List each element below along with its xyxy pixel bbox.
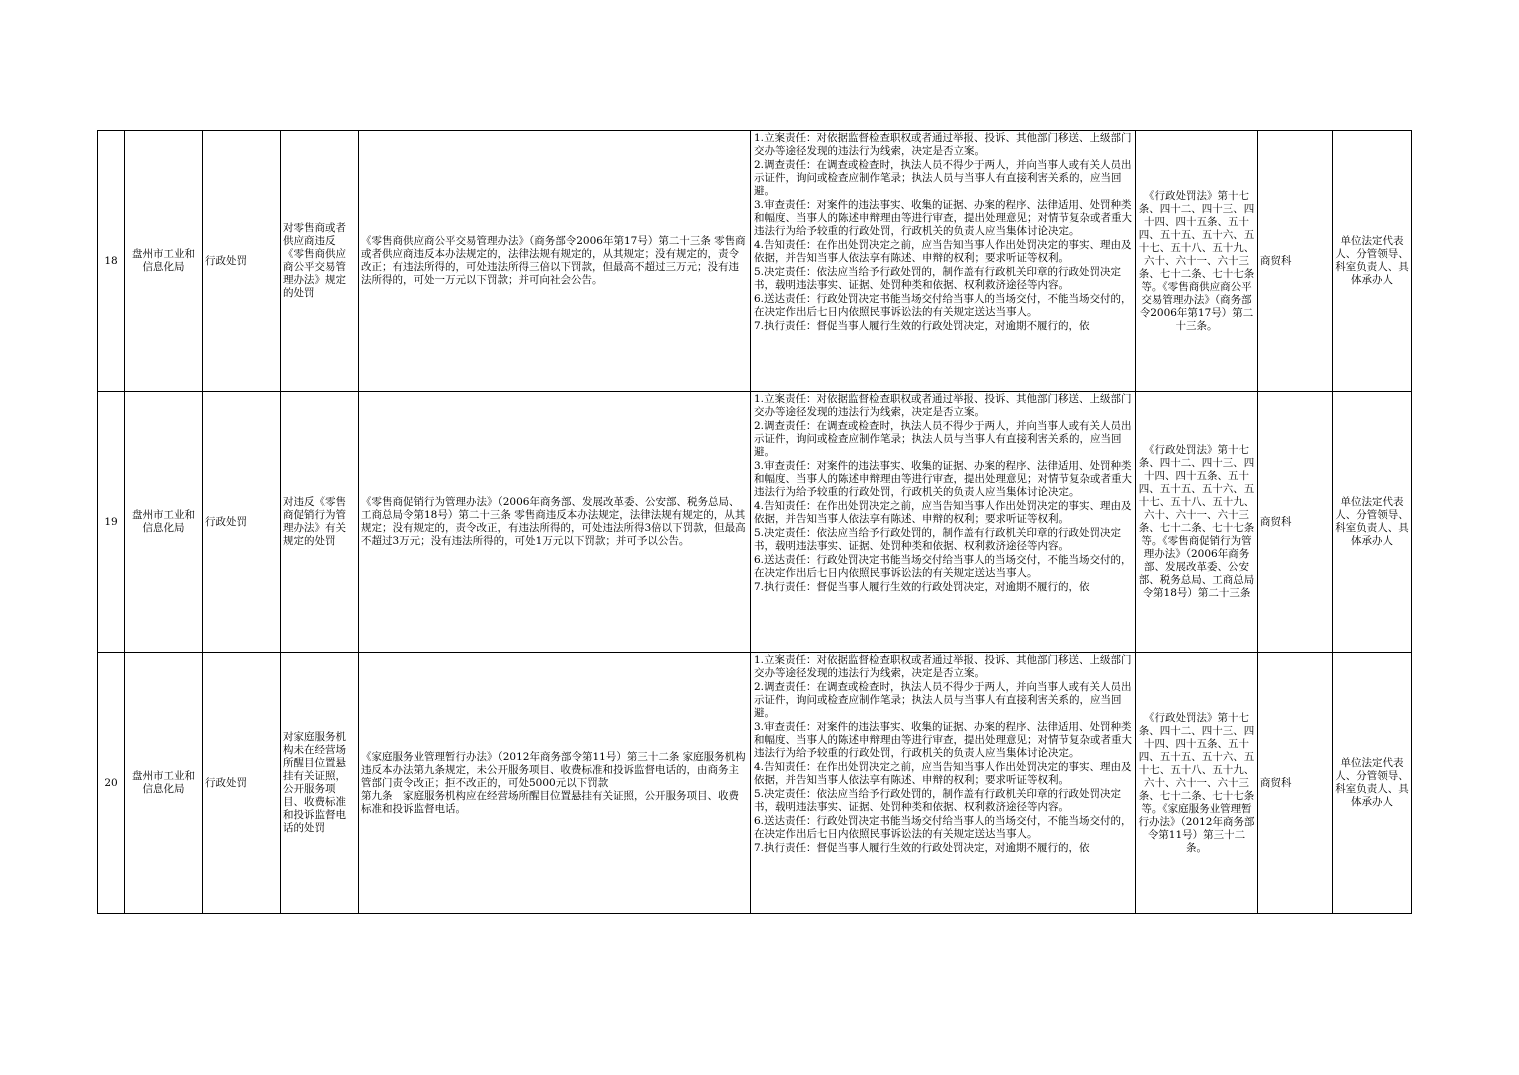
duty-basis-cell: 《行政处罚法》第十七条、四十二、四十三、四十四、四十五条、五十四、五十五、五十六、五十七、五十八、五十九、六十、六十一、六十三条、七十二条、七十七条等。《零售商促销行为管理办法》（2006年商务部、发展改革委、公安部、税务总局、工商总局令第18号）第二十三条 [1136, 392, 1258, 653]
duty-item: 2.调查责任：在调查或检查时，执法人员不得少于两人，并向当事人或有关人员出示证件，询问或检查应制作笔录；执法人员与当事人有直接利害关系的，应当回避。 [754, 681, 1132, 719]
duty-basis-cell: 《行政处罚法》第十七条、四十二、四十三、四十四、四十五条、五十四、五十五、五十六、五十七、五十八、五十九、六十、六十一、六十三条、七十二条、七十七条等。《家庭服务业管理暂行办法》（2012年商务部令第11号）第三十二条。 [1136, 653, 1258, 914]
duty-cell [751, 392, 1136, 653]
duty-item: 5.决定责任：依法应当给予行政处罚的，制作盖有行政机关印章的行政处罚决定书，载明违法事实、证据、处罚种类和依据、权利救济途径等内容。 [754, 527, 1122, 552]
department-cell: 盘州市工业和信息化局 [125, 131, 203, 392]
duty-item: 2.调查责任：在调查或检查时，执法人员不得少于两人，并向当事人或有关人员出示证件，询问或检查应制作笔录；执法人员与当事人有直接利害关系的，应当回避。 [754, 159, 1132, 197]
duty-item: 2.调查责任：在调查或检查时，执法人员不得少于两人，并向当事人或有关人员出示证件，询问或检查应制作笔录；执法人员与当事人有直接利害关系的，应当回避。 [754, 420, 1132, 458]
duty-item: 1.立案责任：对依据监督检查职权或者通过举报、投诉、其他部门移送、上级部门交办等途径发现的违法行为线索，决定是否立案。 [754, 393, 1132, 418]
duty-basis-cell: 《行政处罚法》第十七条、四十二、四十三、四十四、四十五条、五十四、五十五、五十六、五十七、五十八、五十九、六十、六十一、六十三条、七十二条、七十七条等。《零售商供应商公平交易管理办法》（商务部令2006年第17号）第二十三条。 [1136, 131, 1258, 392]
duty-item: 1.立案责任：对依据监督检查职权或者通过举报、投诉、其他部门移送、上级部门交办等途径发现的违法行为线索，决定是否立案。 [754, 654, 1132, 679]
legal-basis-cell: 《家庭服务业管理暂行办法》（2012年商务部令第11号）第三十二条 家庭服务机构违反本办法第九条规定，未公开服务项目、收费标准和投诉监督电话的，由商务主管部门责令改正；拒不改正的，可处5000元以下罚款 第九条 家庭服务机构应在经营场所醒目位置悬挂有关证照，公开服务项目、收费标准和投诉监督电话。 [359, 653, 751, 914]
office-cell: 商贸科 [1258, 392, 1333, 653]
legal-basis-cell: 《零售商促销行为管理办法》（2006年商务部、发展改革委、公安部、税务总局、工商总局令第18号）第二十三条 零售商违反本办法规定，法律法规有规定的，从其规定；没有规定的，责令改正，有违法所得的，可处违法所得3倍以下罚款，但最高不超过3万元；没有违法所得的，可处1万元以下罚款；并可予以公告。 [359, 392, 751, 653]
row-number: 20 [98, 653, 125, 914]
duty-item: 7.执行责任：督促当事人履行生效的行政处罚决定，对逾期不履行的，依 [754, 581, 1090, 593]
table-row [98, 392, 1412, 653]
legal-basis-cell: 《零售商供应商公平交易管理办法》（商务部令2006年第17号）第二十三条 零售商或者供应商违反本办法规定的，法律法规有规定的，从其规定；没有规定的，责令改正；有违法所得的，可处违法所得三倍以下罚款，但最高不超过三万元；没有违法所得的，可处一万元以下罚款；并可向社会公告。 [359, 131, 751, 392]
responsible-party-cell: 单位法定代表人、分管领导、科室负责人、具体承办人 [1333, 653, 1412, 914]
table-row [98, 653, 1412, 914]
office-cell: 商贸科 [1258, 653, 1333, 914]
duty-item: 7.执行责任：督促当事人履行生效的行政处罚决定，对逾期不履行的，依 [754, 320, 1090, 332]
duty-item: 3.审查责任：对案件的违法事实、收集的证据、办案的程序、法律适用、处罚种类和幅度、当事人的陈述申辩理由等进行审查，提出处理意见；对情节复杂或者重大违法行为给予较重的行政处罚，行政机关的负责人应当集体讨论决定。 [754, 721, 1132, 759]
table-row [98, 131, 1412, 392]
duty-item: 4.告知责任：在作出处罚决定之前，应当告知当事人作出处罚决定的事实、理由及依据，并告知当事人依法享有陈述、申辩的权利；要求听证等权利。 [754, 500, 1132, 525]
duty-cell [751, 131, 1136, 392]
responsibility-table [97, 130, 1412, 914]
duty-cell [751, 653, 1136, 914]
responsible-party-cell: 单位法定代表人、分管领导、科室负责人、具体承办人 [1333, 392, 1412, 653]
power-item-cell: 对违反《零售商促销行为管理办法》有关规定的处罚 [281, 392, 359, 653]
duty-item: 6.送达责任：行政处罚决定书能当场交付给当事人的当场交付，不能当场交付的，在决定作出后七日内依照民事诉讼法的有关规定送达当事人。 [754, 815, 1132, 840]
duty-item: 7.执行责任：督促当事人履行生效的行政处罚决定，对逾期不履行的，依 [754, 842, 1090, 854]
power-item-cell: 对零售商或者供应商违反《零售商供应商公平交易管理办法》规定的处罚 [281, 131, 359, 392]
duty-item: 1.立案责任：对依据监督检查职权或者通过举报、投诉、其他部门移送、上级部门交办等途径发现的违法行为线索，决定是否立案。 [754, 132, 1132, 157]
duty-item: 6.送达责任：行政处罚决定书能当场交付给当事人的当场交付，不能当场交付的，在决定作出后七日内依照民事诉讼法的有关规定送达当事人。 [754, 293, 1132, 318]
duty-item: 5.决定责任：依法应当给予行政处罚的，制作盖有行政机关印章的行政处罚决定书，载明违法事实、证据、处罚种类和依据、权利救济途径等内容。 [754, 266, 1122, 291]
power-type-cell: 行政处罚 [203, 131, 281, 392]
power-item-cell: 对家庭服务机构未在经营场所醒目位置悬挂有关证照，公开服务项目、收费标准和投诉监督电话的处罚 [281, 653, 359, 914]
row-number: 19 [98, 392, 125, 653]
duty-item: 3.审查责任：对案件的违法事实、收集的证据、办案的程序、法律适用、处罚种类和幅度、当事人的陈述申辩理由等进行审查，提出处理意见；对情节复杂或者重大违法行为给予较重的行政处罚，行政机关的负责人应当集体讨论决定。 [754, 460, 1132, 498]
responsible-party-cell: 单位法定代表人、分管领导、科室负责人、具体承办人 [1333, 131, 1412, 392]
department-cell: 盘州市工业和信息化局 [125, 653, 203, 914]
duty-item: 5.决定责任：依法应当给予行政处罚的，制作盖有行政机关印章的行政处罚决定书，载明违法事实、证据、处罚种类和依据、权利救济途径等内容。 [754, 788, 1122, 813]
duty-item: 3.审查责任：对案件的违法事实、收集的证据、办案的程序、法律适用、处罚种类和幅度、当事人的陈述申辩理由等进行审查，提出处理意见；对情节复杂或者重大违法行为给予较重的行政处罚，行政机关的负责人应当集体讨论决定。 [754, 199, 1132, 237]
office-cell: 商贸科 [1258, 131, 1333, 392]
row-number: 18 [98, 131, 125, 392]
power-type-cell: 行政处罚 [203, 392, 281, 653]
department-cell: 盘州市工业和信息化局 [125, 392, 203, 653]
duty-item: 4.告知责任：在作出处罚决定之前，应当告知当事人作出处罚决定的事实、理由及依据，并告知当事人依法享有陈述、申辩的权利；要求听证等权利。 [754, 761, 1132, 786]
duty-item: 6.送达责任：行政处罚决定书能当场交付给当事人的当场交付，不能当场交付的，在决定作出后七日内依照民事诉讼法的有关规定送达当事人。 [754, 554, 1132, 579]
power-type-cell: 行政处罚 [203, 653, 281, 914]
duty-item: 4.告知责任：在作出处罚决定之前，应当告知当事人作出处罚决定的事实、理由及依据，并告知当事人依法享有陈述、申辩的权利；要求听证等权利。 [754, 239, 1132, 264]
